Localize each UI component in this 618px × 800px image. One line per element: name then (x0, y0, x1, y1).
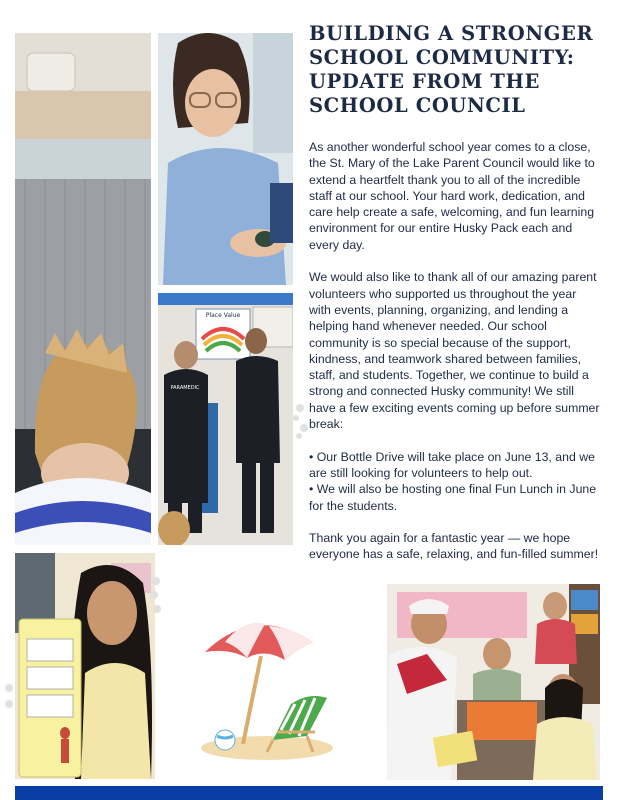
paw-print-icon (2, 680, 16, 720)
event-bullet-fun-lunch: • We will also be hosting one final Fun Lunch in June for the students. (309, 482, 597, 513)
photo-girl-with-rock (158, 33, 293, 285)
photo-students-group (387, 584, 600, 780)
photo-girl-with-project (15, 553, 155, 779)
paw-print-icon (148, 575, 164, 615)
article-body (309, 139, 601, 579)
photo-paramedic-visit (158, 293, 293, 545)
beach-umbrella-illustration (195, 612, 340, 762)
article-paragraph-thanks-staff: As another wonderful school year comes to a close, the St. Mary of the Lake Parent Council would like to extend a heartfelt thank you to all of the incredible staff at our school. Your hard work, dedication, and care help create a safe, welcoming, and fun learning environment for our entire Husky Pack each and every day. (309, 140, 595, 252)
paw-print-icon (290, 400, 310, 440)
article-paragraph-closing: Thank you again for a fantastic year — we hope everyone has a safe, relaxing, and fun-filled summer! (309, 531, 599, 562)
photo-boy-haircut (15, 33, 151, 545)
event-bullet-bottle-drive: • Our Bottle Drive will take place on June 13, and we are still looking for volunteers to help out. (309, 449, 595, 480)
place-value-poster: Place Value (205, 312, 241, 319)
paramedic-patch: PARAMEDIC (170, 385, 200, 391)
article-paragraph-thanks-volunteers: We would also like to thank all of our amazing parent volunteers who supported us throughout the year with events, planning, organizing, and lending a helping hand whenever needed. Our school community is so special because of the support, kindness, and teamwork shared between families, staff, and students. Together, we continue to build a strong and connected Husky community! We still have a few exciting events coming up before summer break: (309, 270, 600, 432)
footer-bar (15, 786, 603, 800)
article-heading: BUILDING A STRONGER SCHOOL COMMUNITY: UPDATE FROM THE SCHOOL COUNCIL (309, 22, 594, 117)
